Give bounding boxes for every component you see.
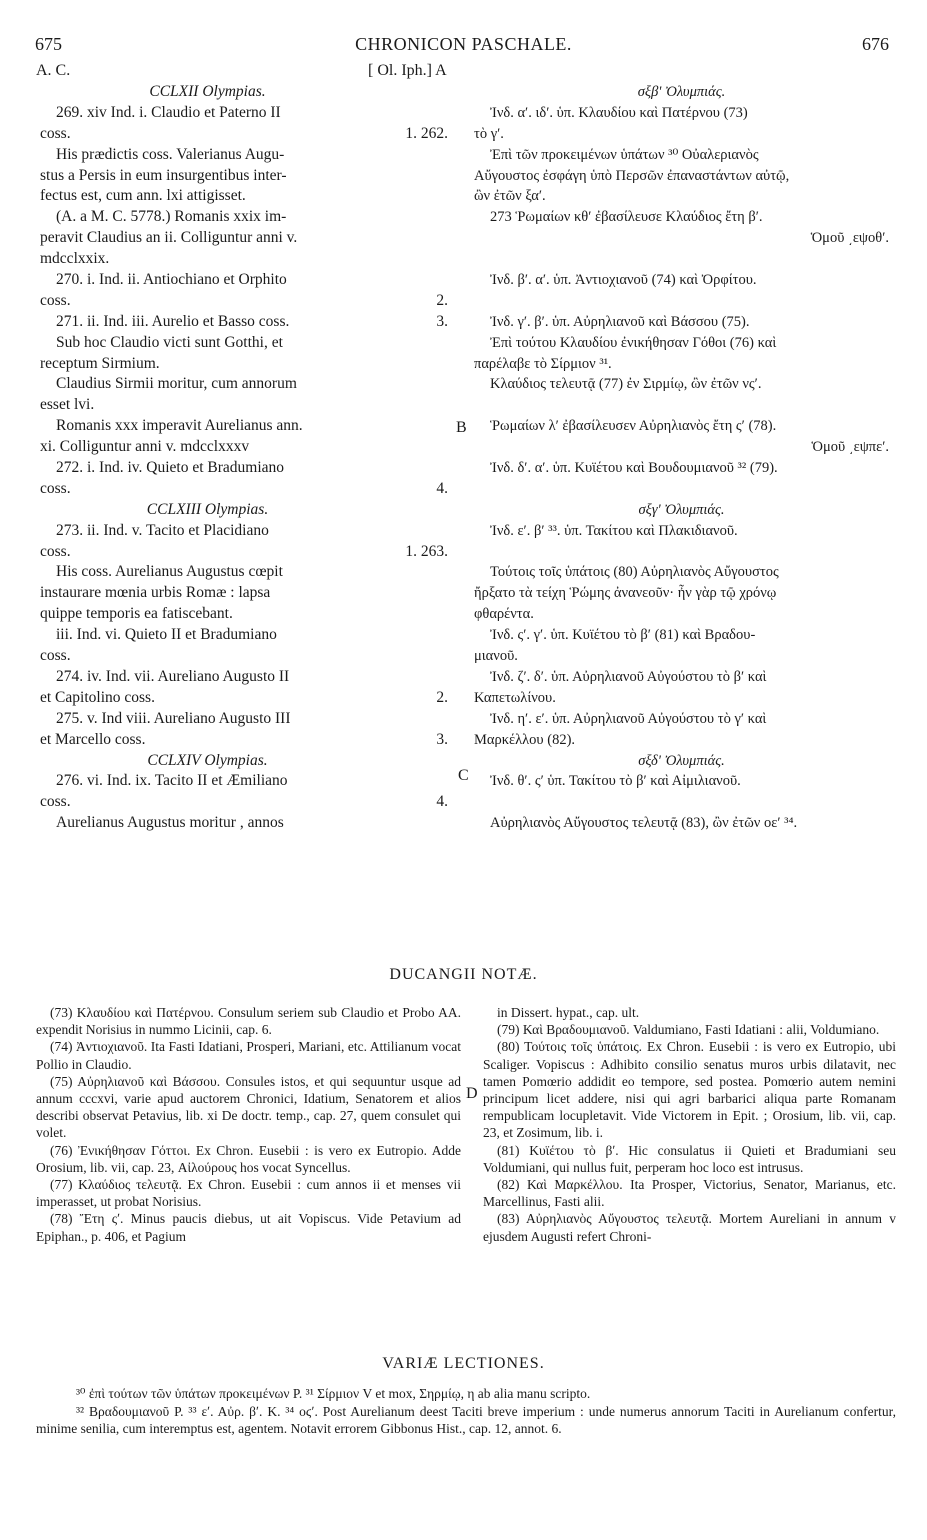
line-number (380, 103, 448, 124)
margin-letter-d: D (466, 1085, 478, 1102)
notes-right-column (483, 1004, 896, 1245)
line-number (380, 500, 448, 521)
line-number-column (380, 82, 448, 834)
note-paragraph: (81) Κυϊέτου τὸ βʹ. Hic consulatus ii Quieti et Bradumiani seu Voldumiani, qui nullus fuit, perperam hoc loco est intrusus. (483, 1142, 896, 1175)
latin-line: 269. xiv Ind. i. Claudio et Paterno II (56, 103, 281, 121)
line-number: 1. 263. (405, 542, 448, 560)
latin-line: Claudius Sirmii moritur, cum annorum (56, 375, 297, 393)
latin-line: coss. (40, 124, 71, 142)
latin-line: 273. ii. Ind. v. Tacito et Placidiano (56, 521, 269, 539)
greek-column (474, 82, 889, 834)
note-paragraph: (75) Αὐρηλιανοῦ καὶ Βάσσου. Consules istos, et qui sequuntur usque ad annum cccxvi, varie apud auctorem Chronici, Idatium, Senatorem et alios describi observat Petavius, lib. xi De doctr. temp., cap. 27, quem consulet qui volet. (36, 1073, 461, 1141)
line-number (380, 249, 448, 270)
line-number (380, 813, 448, 834)
latin-line: CCLXIV Olympias. (147, 751, 268, 769)
variae-body (36, 1385, 896, 1438)
latin-line: His prædictis coss. Valerianus Augu- (56, 145, 285, 163)
note-paragraph: (83) Αὐρηλιανὸς Αὔγουστος τελευτᾷ. Mortem Aureliani in annum v ejusdem Augusti refert Chroni- (483, 1211, 896, 1244)
latin-line: 275. v. Ind viii. Aureliano Augusto III (56, 709, 291, 727)
line-number (380, 625, 448, 646)
line-number (380, 82, 448, 103)
note-paragraph: (82) Καὶ Μαρκέλλου. Ita Prosper, Victorius, Senator, Marianus, etc. Marcellinus, Fasti alii. (483, 1177, 896, 1210)
variant-reading: ³⁰ ἐπὶ τούτων τῶν ὑπάτων προκειμένων P. ³¹ Σίρμιον V et mox, Σηρμίῳ, η ab alia manu scripto. (76, 1386, 591, 1401)
line-number (380, 207, 448, 228)
latin-line: CCLXIII Olympias. (146, 500, 269, 518)
latin-line: Aurelianus Augustus moritur , annos (56, 814, 284, 832)
greek-line: Ἰνδ. θʹ. ςʹ ὑπ. Τακίτου τὸ βʹ καὶ Αἰμιλιανοῦ. (490, 773, 741, 790)
note-paragraph: (78) Ἔτη ςʹ. Minus paucis diebus, ut ait Vopiscus. Vide Petavium ad Epiphan., p. 406, et Pagium (36, 1211, 461, 1244)
line-number (380, 709, 448, 730)
latin-line: iii. Ind. vi. Quieto II et Bradumiano (56, 626, 277, 644)
line-number (380, 228, 448, 249)
greek-line: σξδʹ Ὀλυμπιάς. (638, 752, 725, 769)
line-number (380, 667, 448, 688)
latin-line: Sub hoc Claudio victi sunt Gotthi, et (56, 333, 283, 351)
anno-christi-label: A. C. (36, 62, 71, 79)
greek-line: ὢν ἐτῶν ξαʹ. (474, 188, 546, 205)
greek-line: Καπετωλίνου. (474, 689, 556, 706)
line-number: 4. (436, 793, 448, 811)
latin-line: xi. Colliguntur anni v. mdcclxxxv (40, 438, 250, 456)
latin-line: 274. iv. Ind. vii. Aureliano Augusto II (56, 667, 290, 685)
line-number (380, 416, 448, 437)
greek-line (474, 479, 889, 500)
line-number (380, 771, 448, 792)
latin-line: quippe temporis ea fatiscebant. (40, 605, 233, 623)
line-number (380, 166, 448, 187)
note-paragraph: in Dissert. hypat., cap. ult. (497, 1005, 640, 1020)
note-paragraph: (77) Κλαύδιος τελευτᾷ. Ex Chron. Eusebii : cum annos ii et menses vii imperasset, ut probat Norisius. (36, 1177, 461, 1210)
line-number (380, 395, 448, 416)
latin-line: 276. vi. Ind. ix. Tacito II et Æmiliano (56, 772, 288, 790)
latin-line: mdcclxxix. (40, 250, 110, 268)
line-number (380, 458, 448, 479)
line-number (380, 333, 448, 354)
notes-left-column (36, 1004, 461, 1245)
line-number (380, 186, 448, 207)
line-number (380, 521, 448, 542)
greek-line: Ἰνδ. ηʹ. εʹ. ὑπ. Αὐρηλιανοῦ Αὐγούστου τὸ γʹ καὶ (490, 710, 767, 727)
latin-line: esset lvi. (40, 396, 95, 414)
variae-heading: VARIÆ LECTIONES. (382, 1355, 545, 1372)
line-number: 2. (436, 688, 448, 706)
latin-line: peravit Claudius an ii. Colliguntur anni v. (40, 229, 298, 247)
latin-line: 271. ii. Ind. iii. Aurelio et Basso coss. (56, 312, 290, 330)
latin-line: (A. a M. C. 5778.) Romanis xxix im- (56, 208, 287, 226)
line-number: 3. (436, 730, 448, 748)
line-number: 2. (436, 291, 448, 309)
latin-line: receptum Sirmium. (40, 354, 160, 372)
latin-line: coss. (40, 647, 71, 665)
greek-line (474, 542, 889, 563)
greek-line: Ἰνδ. εʹ. βʹ ³³. ὑπ. Τακίτου καὶ Πλακιδιανοῦ. (490, 522, 738, 539)
line-number (380, 583, 448, 604)
greek-line: Ἰνδ. ςʹ. γʹ. ὑπ. Κυϊέτου τὸ βʹ (81) καὶ Βραδου- (490, 627, 756, 644)
line-number: 4. (436, 479, 448, 497)
greek-line: Ἰνδ. βʹ. αʹ. ὑπ. Ἀντιοχιανοῦ (74) καὶ Ὀρφίτου. (490, 272, 757, 289)
greek-line: τὸ γʹ. (474, 125, 504, 142)
latin-line: coss. (40, 479, 71, 497)
olympiad-margin-mark: [ Ol. Iph.] A (368, 62, 447, 79)
greek-line: σξβʹ Ὀλυμπιάς. (637, 84, 726, 100)
greek-line: Ἐπὶ τῶν προκειμένων ὑπάτων ³⁰ Οὐαλεριανὸς (490, 146, 759, 163)
line-number (380, 751, 448, 772)
greek-line: Ἰνδ. αʹ. ιδʹ. ὑπ. Κλαυδίου καὶ Πατέρνου (73) (490, 104, 748, 121)
latin-line: et Marcello coss. (40, 730, 146, 748)
greek-line: σξγʹ Ὀλυμπιάς. (638, 501, 725, 518)
greek-line: μιανοῦ. (474, 648, 518, 665)
note-paragraph: (79) Καὶ Βραδουμιανοῦ. Valdumiano, Fasti Idatiani : alii, Voldumiano. (497, 1022, 880, 1038)
margin-letter-c: C (458, 767, 469, 784)
greek-line: Μαρκέλλου (82). (474, 731, 576, 748)
page-number-right: 676 (862, 34, 889, 54)
line-number (380, 646, 448, 667)
latin-line: coss. (40, 793, 71, 811)
greek-line: παρέλαβε τὸ Σίρμιον ³¹. (474, 355, 612, 372)
greek-line: Αὔγουστος ἐσφάγη ὑπὸ Περσῶν ἐπαναστάντων αὐτῷ, (474, 167, 790, 184)
greek-line: Ὁμοῦ ͵εψοθʹ. (810, 230, 889, 247)
line-number: 3. (436, 312, 448, 330)
note-paragraph: (74) Ἀντιοχιανοῦ. Ita Fasti Idatiani, Prosperi, Mariani, etc. Attilianum vocat Pollio in Claudio. (36, 1039, 461, 1072)
latin-line: CCLXII Olympias. (149, 83, 266, 100)
notes-heading: DUCANGII NOTÆ. (389, 966, 538, 983)
latin-line: stus a Persis in eum insurgentibus inter- (40, 166, 287, 184)
greek-line: Ἰνδ. δʹ. αʹ. ὑπ. Κυϊέτου καὶ Βουδουμιανοῦ ³² (79). (490, 460, 778, 477)
line-number (380, 437, 448, 458)
variant-reading: ³² Βραδουμιανοῦ P. ³³ εʹ. Αὐρ. βʹ. K. ³⁴ οϛʹ. Post Aurelianum deest Taciti breve imperium : unde numerus annorum Taciti in Aurelianum confertur, minime senilia, cum interemptus est, agentem. Notavit errorem Gibbonus Hist., cap. 12, annot. 6. (36, 1403, 896, 1436)
latin-line: coss. (40, 542, 71, 560)
greek-line (474, 792, 889, 813)
note-paragraph: (80) Τούτοις τοῖς ὑπάτοις. Ex Chron. Eusebii : is vero ex Eutropio, ubi Scaliger. Vopiscus : Adhibito consilio senatus muros urbis dilatavit, nec tamen Pomœrio addidit eo tempore, sed postea. Pomœrio autem nemini principum licet addere, nisi qui agri barbarici aliqua parte Romanam rempublicam locupletavit. Vide Victorem in Epit. ; Orosium, lib. vii, cap. 23, et Zosimum, lib. i. (483, 1039, 896, 1141)
line-number (380, 604, 448, 625)
greek-line (474, 395, 889, 416)
margin-letter-b: B (456, 419, 467, 436)
greek-line: Ἰνδ. ζʹ. δʹ. ὑπ. Αὐρηλιανοῦ Αὐγούστου τὸ βʹ καὶ (490, 668, 767, 685)
latin-line: coss. (40, 291, 71, 309)
line-number (380, 354, 448, 375)
line-number (380, 145, 448, 166)
greek-line: Ἰνδ. γʹ. βʹ. ὑπ. Αὐρηλιανοῦ καὶ Βάσσου (75). (490, 313, 750, 330)
greek-line: Ῥωμαίων λʹ ἐβασίλευσεν Αὐρηλιανὸς ἔτη ςʹ (78). (490, 418, 777, 435)
greek-line (474, 249, 889, 270)
latin-line: et Capitolino coss. (40, 688, 155, 706)
note-paragraph: (73) Κλαυδίου καὶ Πατέρνου. Consulum seriem sub Claudio et Probo AA. expendit Norisius in nummo Licinii, cap. 6. (36, 1005, 461, 1038)
greek-line: Ἐπὶ τούτου Κλαυδίου ἐνικήθησαν Γόθοι (76) καὶ (490, 334, 777, 351)
latin-line: instaurare mœnia urbis Romæ : lapsa (40, 584, 271, 602)
line-number (380, 374, 448, 395)
latin-line: fectus est, cum ann. lxi attigisset. (40, 187, 246, 205)
line-number (380, 562, 448, 583)
greek-line (474, 291, 889, 312)
line-number (380, 270, 448, 291)
latin-column (40, 82, 375, 834)
latin-line: His coss. Aurelianus Augustus cœpit (56, 563, 283, 581)
page-number-left: 675 (35, 34, 62, 54)
latin-line: 270. i. Ind. ii. Antiochiano et Orphito (56, 271, 287, 289)
greek-line: Ὁμοῦ ͵εψπεʹ. (811, 439, 889, 456)
greek-line: φθαρέντα. (474, 606, 534, 623)
greek-line: 273 Ῥωμαίων κθʹ ἐβασίλευσε Κλαύδιος ἔτη βʹ. (490, 209, 763, 226)
note-paragraph: (76) Ἐνικήθησαν Γόττοι. Ex Chron. Eusebii : is vero ex Eutropio. Adde Orosium, lib. vii, cap. 23, Αἰλούρους hos vocat Syncellus. (36, 1142, 461, 1175)
latin-line: 272. i. Ind. iv. Quieto et Bradumiano (56, 459, 285, 477)
greek-line: Τούτοις τοῖς ὑπάτοις (80) Αὐρηλιανὸς Αὔγουστος (490, 564, 779, 581)
latin-line: Romanis xxx imperavit Aurelianus ann. (56, 417, 303, 435)
greek-line: Κλαύδιος τελευτᾷ (77) ἐν Σιρμίῳ, ὢν ἐτῶν νςʹ. (490, 376, 762, 393)
running-title: CHRONICON PASCHALE. (355, 34, 572, 54)
greek-line: ἤρξατο τὰ τείχη Ῥώμης ἀνανεοῦν· ἦν γὰρ τῷ χρόνῳ (474, 585, 777, 602)
line-number: 1. 262. (405, 124, 448, 142)
greek-line: Αὐρηλιανὸς Αὔγουστος τελευτᾷ (83), ὢν ἐτῶν οεʹ ³⁴. (490, 815, 798, 832)
